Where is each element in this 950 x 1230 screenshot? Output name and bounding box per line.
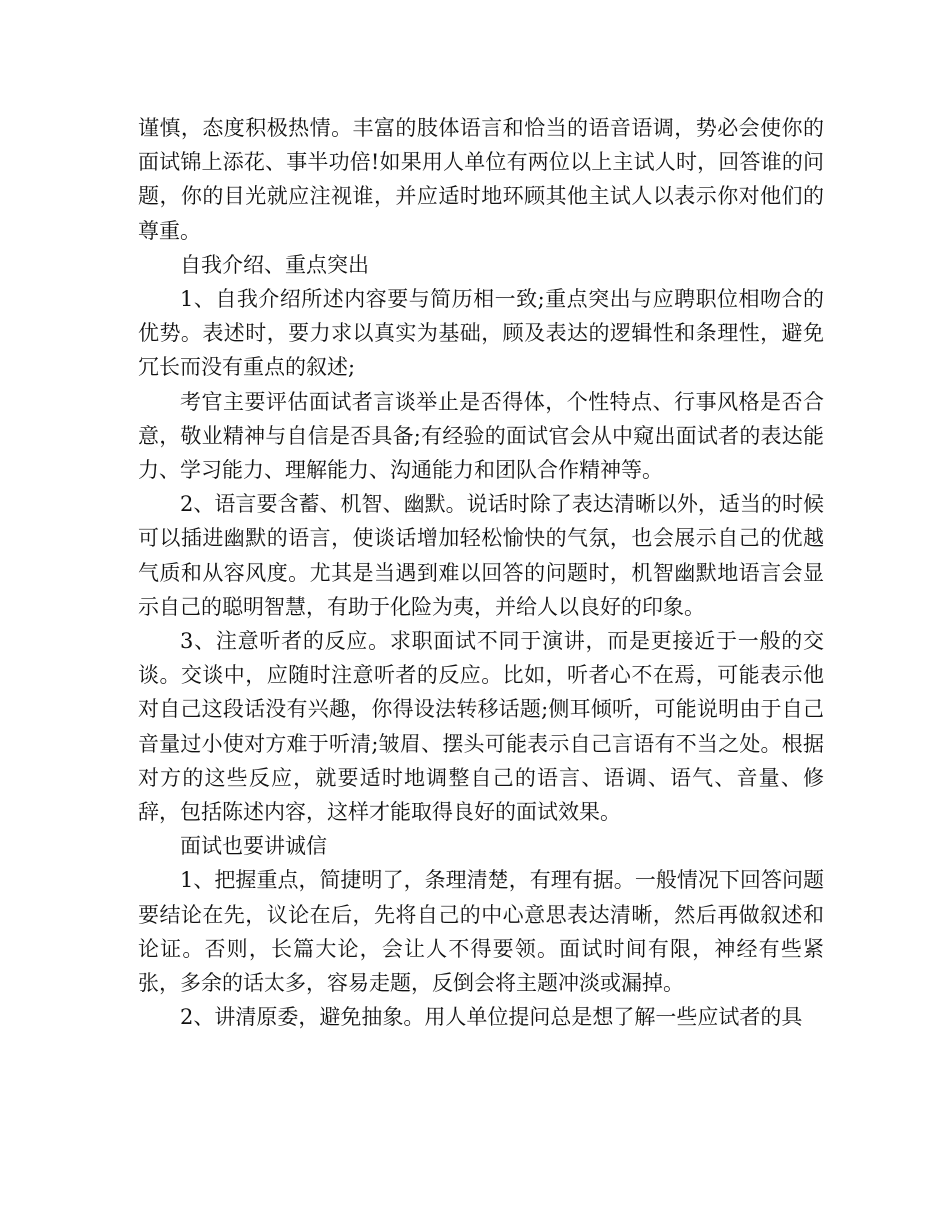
section-heading-honesty: 面试也要讲诚信 — [180, 834, 327, 859]
document-page — [138, 111, 824, 1034]
paragraph-examiner-evaluation: 考官主要评估面试者言谈举止是否得体，个性特点、行事风格是否合意，敬业精神与自信是否具备;有经验的面试官会从中窥出面试者的表达能力、学习能力、理解能力、沟通能力和团队合作精神等。 — [138, 389, 824, 483]
paragraph-key-points-point-1: 1、把握重点，简捷明了，条理清楚，有理有据。一般情况下回答问题要结论在先，议论在后，先将自己的中心意思表达清晰，然后再做叙述和论证。否则，长篇大论，会让人不得要领。面试时间有限，神经有些紧张，多余的话太多，容易走题，反倒会将主题冲淡或漏掉。 — [138, 868, 824, 996]
paragraph-explain-clearly-point-2: 2、讲清原委，避免抽象。用人单位提问总是想了解一些应试者的具 — [180, 1005, 803, 1030]
paragraph-listener-reaction-point-3: 3、注意听者的反应。求职面试不同于演讲，而是更接近于一般的交谈。交谈中，应随时注意听者的反应。比如，听者心不在焉，可能表示他对自己这段话没有兴趣，你得设法转移话题;侧耳倾听，可能说明由于自己音量过小使对方难于听清;皱眉、摆头可能表示自己言语有不当之处。根据对方的这些反应，就要适时地调整自己的语言、语调、语气、音量、修辞，包括陈述内容，这样才能取得良好的面试效果。 — [138, 629, 824, 825]
paragraph-language-point-2: 2、语言要含蓄、机智、幽默。说话时除了表达清晰以外，适当的时候可以插进幽默的语言，使谈话增加轻松愉快的气氛，也会展示自己的优越气质和从容风度。尤其是当遇到难以回答的问题时，机智幽默地语言会显示自己的聪明智慧，有助于化险为夷，并给人以良好的印象。 — [138, 492, 824, 619]
section-heading-self-introduction: 自我介绍、重点突出 — [180, 252, 369, 277]
paragraph-self-intro-point-1: 1、自我介绍所述内容要与简历相一致;重点突出与应聘职位相吻合的优势。表述时，要力求以真实为基础，顾及表达的逻辑性和条理性，避免冗长而没有重点的叙述; — [138, 287, 824, 380]
paragraph-continued-intro: 谨慎，态度积极热情。丰富的肢体语言和恰当的语音语调，势必会使你的面试锦上添花、事半功倍!如果用人单位有两位以上主试人时，回答谁的问题，你的目光就应注视谁，并应适时地环顾其他主试人以表示你对他们的尊重。 — [138, 116, 824, 243]
